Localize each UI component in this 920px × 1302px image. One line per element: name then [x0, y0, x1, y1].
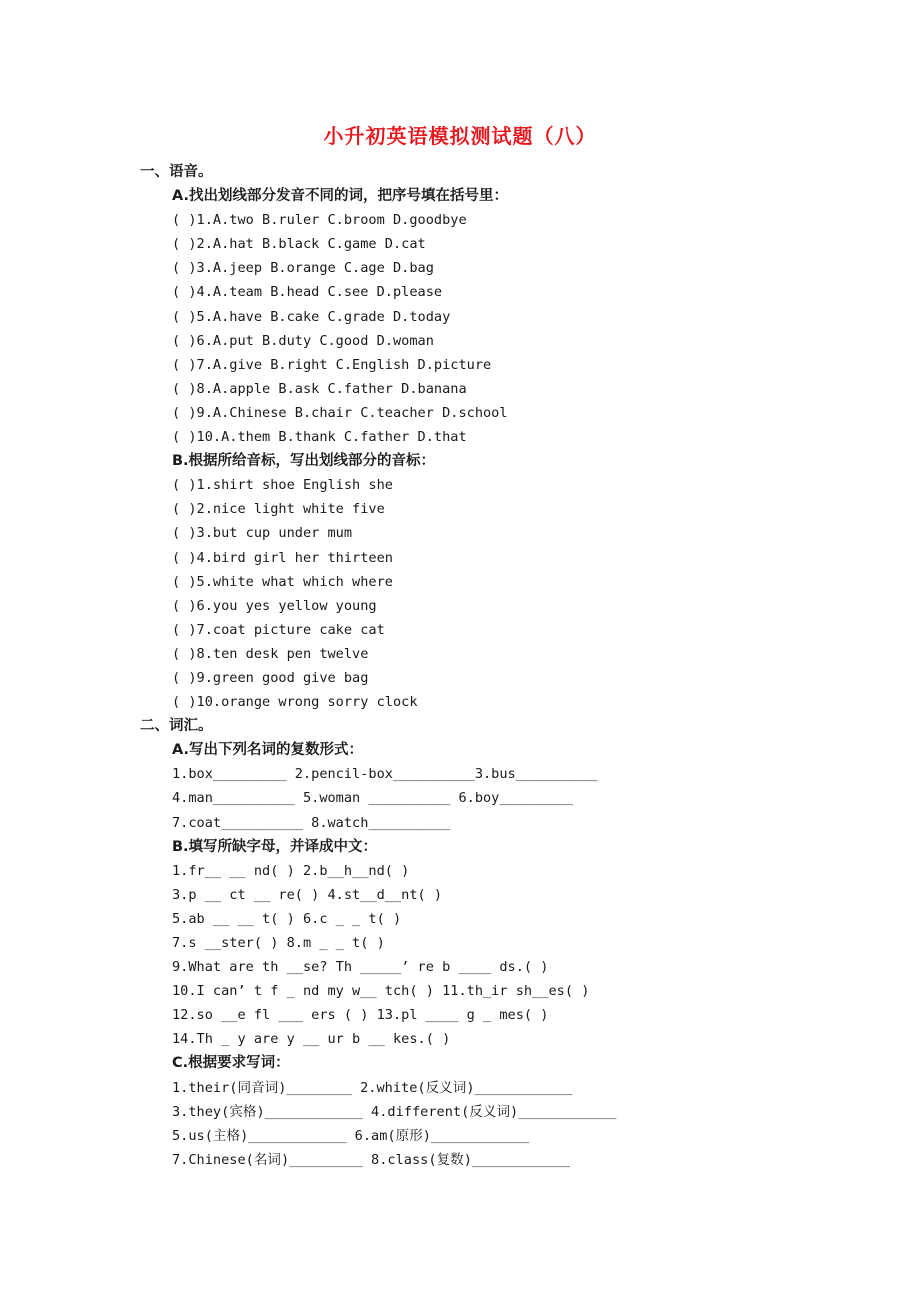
question-item: ( )9.green good give bag [172, 669, 369, 686]
question-item: ( )10.A.them B.thank C.father D.that [172, 429, 467, 446]
question-item: ( )8.A.apple B.ask C.father D.banana [172, 380, 467, 397]
part-heading: A.找出划线部分发音不同的词，把序号填在括号里： [172, 188, 508, 205]
page-title: 小升初英语模拟测试题（八） [323, 124, 597, 148]
question-item: ( )10.orange wrong sorry clock [172, 694, 418, 711]
question-item: ( )2.nice light white five [172, 501, 385, 518]
question-item: 5.ab __ __ t( ) 6.c _ _ t( ) [172, 910, 402, 927]
section-heading: 二、词汇。 [140, 718, 213, 735]
question-item: ( )4.bird girl her thirteen [172, 549, 393, 566]
question-item: ( )3.but cup under mum [172, 525, 353, 542]
question-item: 1.their(同音词)________ 2.white(反义词)____________ [172, 1079, 573, 1096]
question-item: 9.What are th __se? Th _____’ re b ____ ds.( ) [172, 959, 549, 976]
question-item: 14.Th _ y are y __ ur b __ kes.( ) [172, 1031, 451, 1048]
question-item: 10.I can’ t f _ nd my w__ tch( ) 11.th_ir sh__es( ) [172, 983, 590, 1000]
question-item: ( )6.you yes yellow young [172, 597, 377, 614]
part-heading: C.根据要求写词： [172, 1055, 290, 1072]
question-item: ( )7.coat picture cake cat [172, 621, 385, 638]
question-item: 3.p __ ct __ re( ) 4.st__d__nt( ) [172, 886, 443, 903]
question-item: ( )7.A.give B.right C.English D.picture [172, 356, 492, 373]
question-item: ( )4.A.team B.head C.see D.please [172, 284, 443, 301]
question-item: ( )3.A.jeep B.orange C.age D.bag [172, 260, 434, 277]
question-item: 1.fr__ __ nd( ) 2.b__h__nd( ) [172, 862, 410, 879]
worksheet-body [0, 160, 920, 1172]
question-item: ( )2.A.hat B.black C.game D.cat [172, 236, 426, 253]
question-item: 7.coat__________ 8.watch__________ [172, 814, 451, 831]
question-item: ( )1.shirt shoe English she [172, 477, 393, 494]
question-item: ( )5.white what which where [172, 573, 393, 590]
part-heading: B.根据所给音标，写出划线部分的音标： [172, 453, 436, 470]
question-item: ( )9.A.Chinese B.chair C.teacher D.school [172, 404, 508, 421]
question-item: ( )1.A.two B.ruler C.broom D.goodbye [172, 212, 467, 229]
question-item: 1.box_________ 2.pencil-box__________3.bus__________ [172, 766, 598, 783]
question-item: 12.so __e fl ___ ers ( ) 13.pl ____ g _ mes( ) [172, 1007, 549, 1024]
part-heading: A.写出下列名词的复数形式： [172, 742, 363, 759]
question-item: ( )8.ten desk pen twelve [172, 645, 369, 662]
question-item: 5.us(主格)____________ 6.am(原形)____________ [172, 1127, 530, 1144]
section-heading: 一、语音。 [140, 164, 213, 180]
question-item: 3.they(宾格)____________ 4.different(反义词)____________ [172, 1103, 617, 1120]
question-item: 7.s __ster( ) 8.m _ _ t( ) [172, 935, 385, 951]
question-item: ( )5.A.have B.cake C.grade D.today [172, 308, 451, 325]
part-heading: B.填写所缺字母，并译成中文： [172, 838, 378, 855]
question-item: 7.Chinese(名词)_________ 8.class(复数)____________ [172, 1151, 571, 1168]
question-item: ( )6.A.put B.duty C.good D.woman [172, 332, 434, 349]
question-item: 4.man__________ 5.woman __________ 6.boy_________ [172, 790, 574, 807]
